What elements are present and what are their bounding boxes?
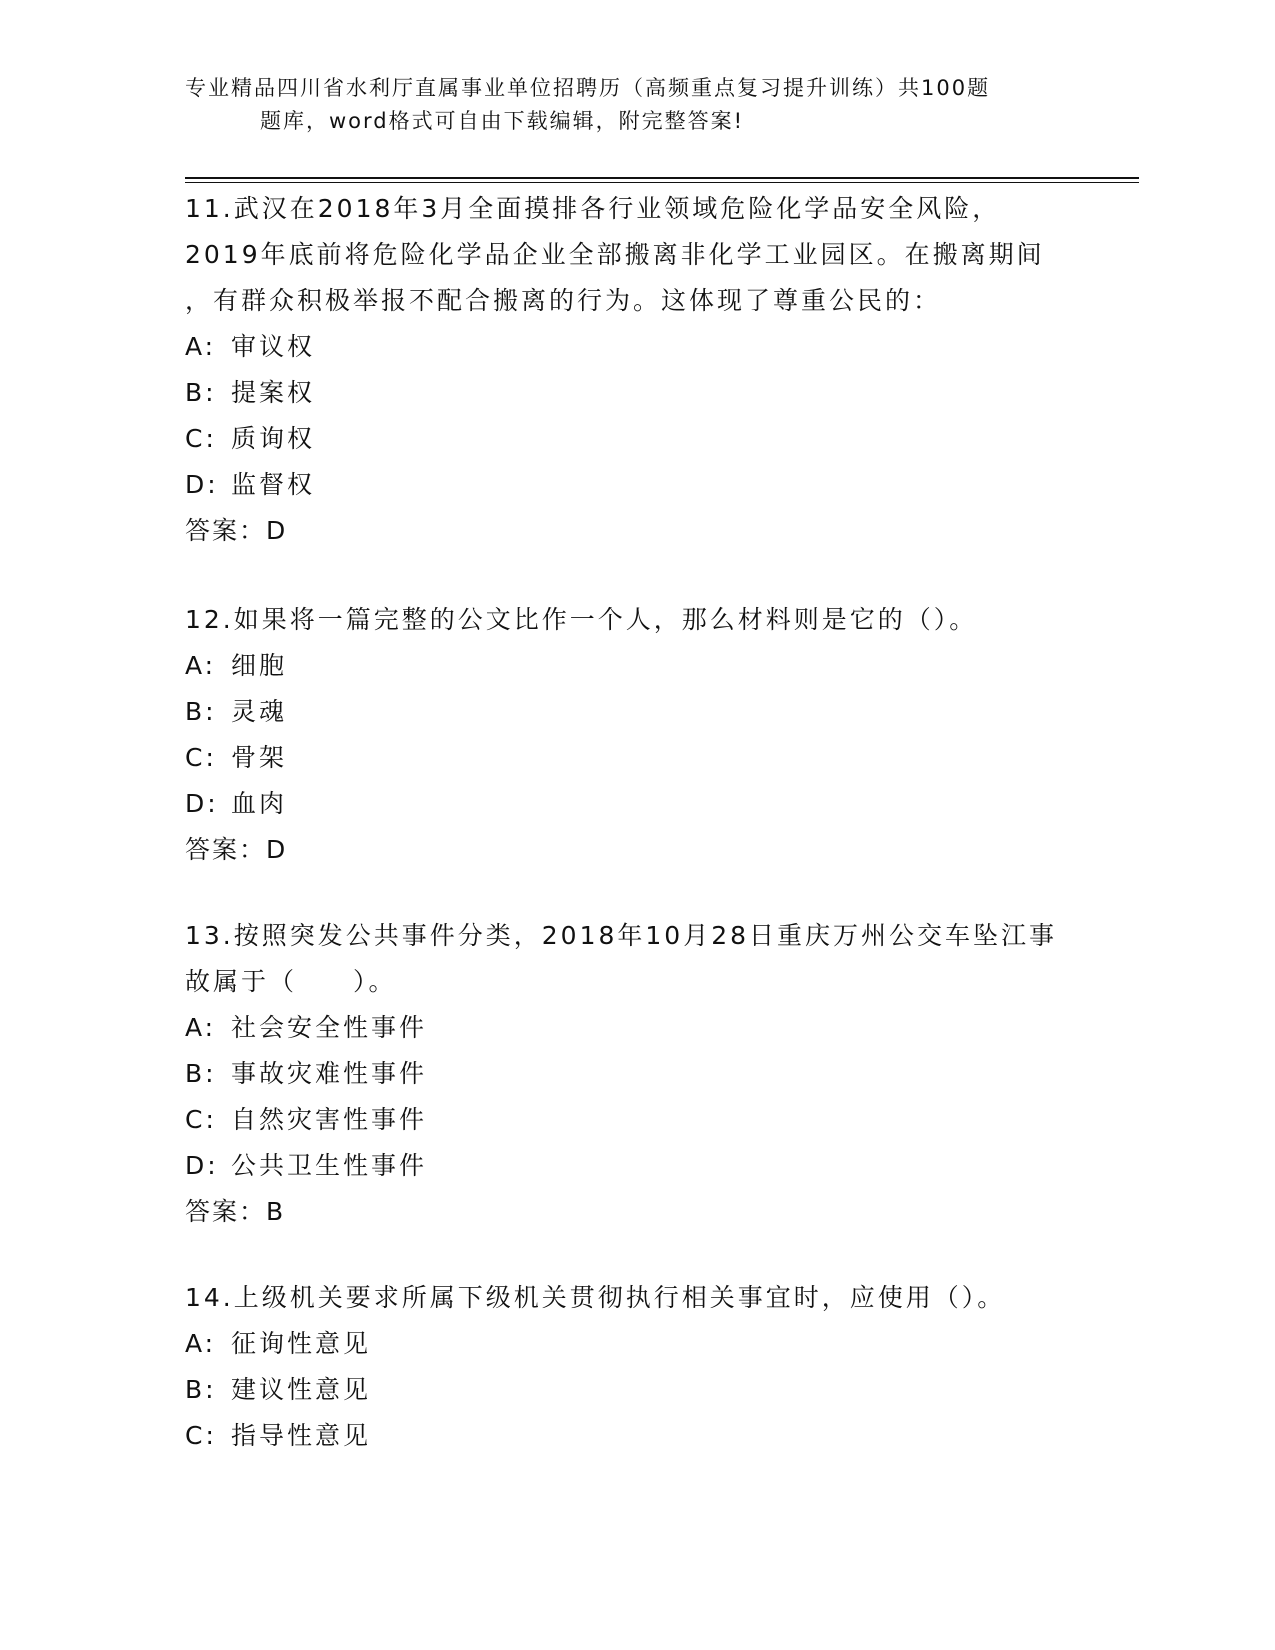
option-letter: C: [185, 424, 217, 453]
question-13 [185, 913, 1085, 1235]
option-a [185, 1321, 1085, 1367]
question-stem [185, 186, 1085, 324]
option-text: 监督权 [231, 470, 316, 499]
option-letter: A: [185, 1013, 217, 1042]
option-text: 征询性意见 [231, 1329, 372, 1358]
question-stem [185, 597, 1085, 643]
option-letter: B: [185, 1059, 217, 1088]
stem-line: 2019年底前将危险化学品企业全部搬离非化学工业园区。在搬离期间 [185, 240, 1045, 269]
question-stem [185, 1275, 1085, 1321]
option-d [185, 1143, 1085, 1189]
option-c [185, 735, 1085, 781]
header-line-1: 专业精品四川省水利厅直属事业单位招聘历（高频重点复习提升训练）共100题 [185, 76, 991, 100]
option-letter: B: [185, 378, 217, 407]
question-14 [185, 1275, 1085, 1459]
option-letter: B: [185, 697, 217, 726]
option-b [185, 370, 1085, 416]
option-letter: B: [185, 1375, 217, 1404]
question-11 [185, 186, 1085, 554]
option-text: 建议性意见 [231, 1375, 372, 1404]
option-text: 公共卫生性事件 [231, 1151, 428, 1180]
option-text: 审议权 [231, 332, 316, 361]
answer: 答案：D [185, 835, 288, 864]
option-letter: C: [185, 1105, 217, 1134]
answer: 答案：B [185, 1197, 286, 1226]
header-divider-thick [185, 177, 1139, 179]
option-text: 社会安全性事件 [231, 1013, 428, 1042]
document-header [185, 72, 1085, 138]
option-text: 血肉 [231, 789, 288, 818]
option-d [185, 462, 1085, 508]
option-c [185, 1413, 1085, 1459]
option-text: 事故灾难性事件 [231, 1059, 428, 1088]
option-c [185, 416, 1085, 462]
option-b [185, 1051, 1085, 1097]
option-a [185, 1005, 1085, 1051]
option-letter: C: [185, 743, 217, 772]
option-letter: A: [185, 332, 217, 361]
stem-line: 12.如果将一篇完整的公文比作一个人，那么材料则是它的（）。 [185, 605, 978, 634]
stem-line: 故属于（ ）。 [185, 967, 397, 996]
option-letter: D: [185, 470, 219, 499]
option-text: 质询权 [231, 424, 316, 453]
header-divider-thin [185, 182, 1139, 183]
option-c [185, 1097, 1085, 1143]
header-line-2: 题库，word格式可自由下载编辑，附完整答案! [260, 109, 745, 133]
stem-line: ，有群众积极举报不配合搬离的行为。这体现了尊重公民的： [185, 286, 942, 315]
option-d [185, 781, 1085, 827]
option-letter: A: [185, 1329, 217, 1358]
stem-line: 13.按照突发公共事件分类，2018年10月28日重庆万州公交车坠江事 [185, 921, 1058, 950]
stem-line: 11.武汉在2018年3月全面摸排各行业领域危险化学品安全风险， [185, 194, 1001, 223]
stem-line: 14.上级机关要求所属下级机关贯彻执行相关事宜时，应使用（）。 [185, 1283, 1006, 1312]
option-text: 灵魂 [231, 697, 288, 726]
answer: 答案：D [185, 516, 288, 545]
option-text: 指导性意见 [231, 1421, 372, 1450]
option-letter: D: [185, 1151, 219, 1180]
option-text: 细胞 [231, 651, 288, 680]
option-letter: A: [185, 651, 217, 680]
option-b [185, 689, 1085, 735]
option-text: 提案权 [231, 378, 316, 407]
option-letter: D: [185, 789, 219, 818]
option-b [185, 1367, 1085, 1413]
question-12 [185, 597, 1085, 873]
option-a [185, 324, 1085, 370]
option-a [185, 643, 1085, 689]
option-letter: C: [185, 1421, 217, 1450]
option-text: 骨架 [231, 743, 288, 772]
option-text: 自然灾害性事件 [231, 1105, 428, 1134]
question-stem [185, 913, 1085, 1005]
